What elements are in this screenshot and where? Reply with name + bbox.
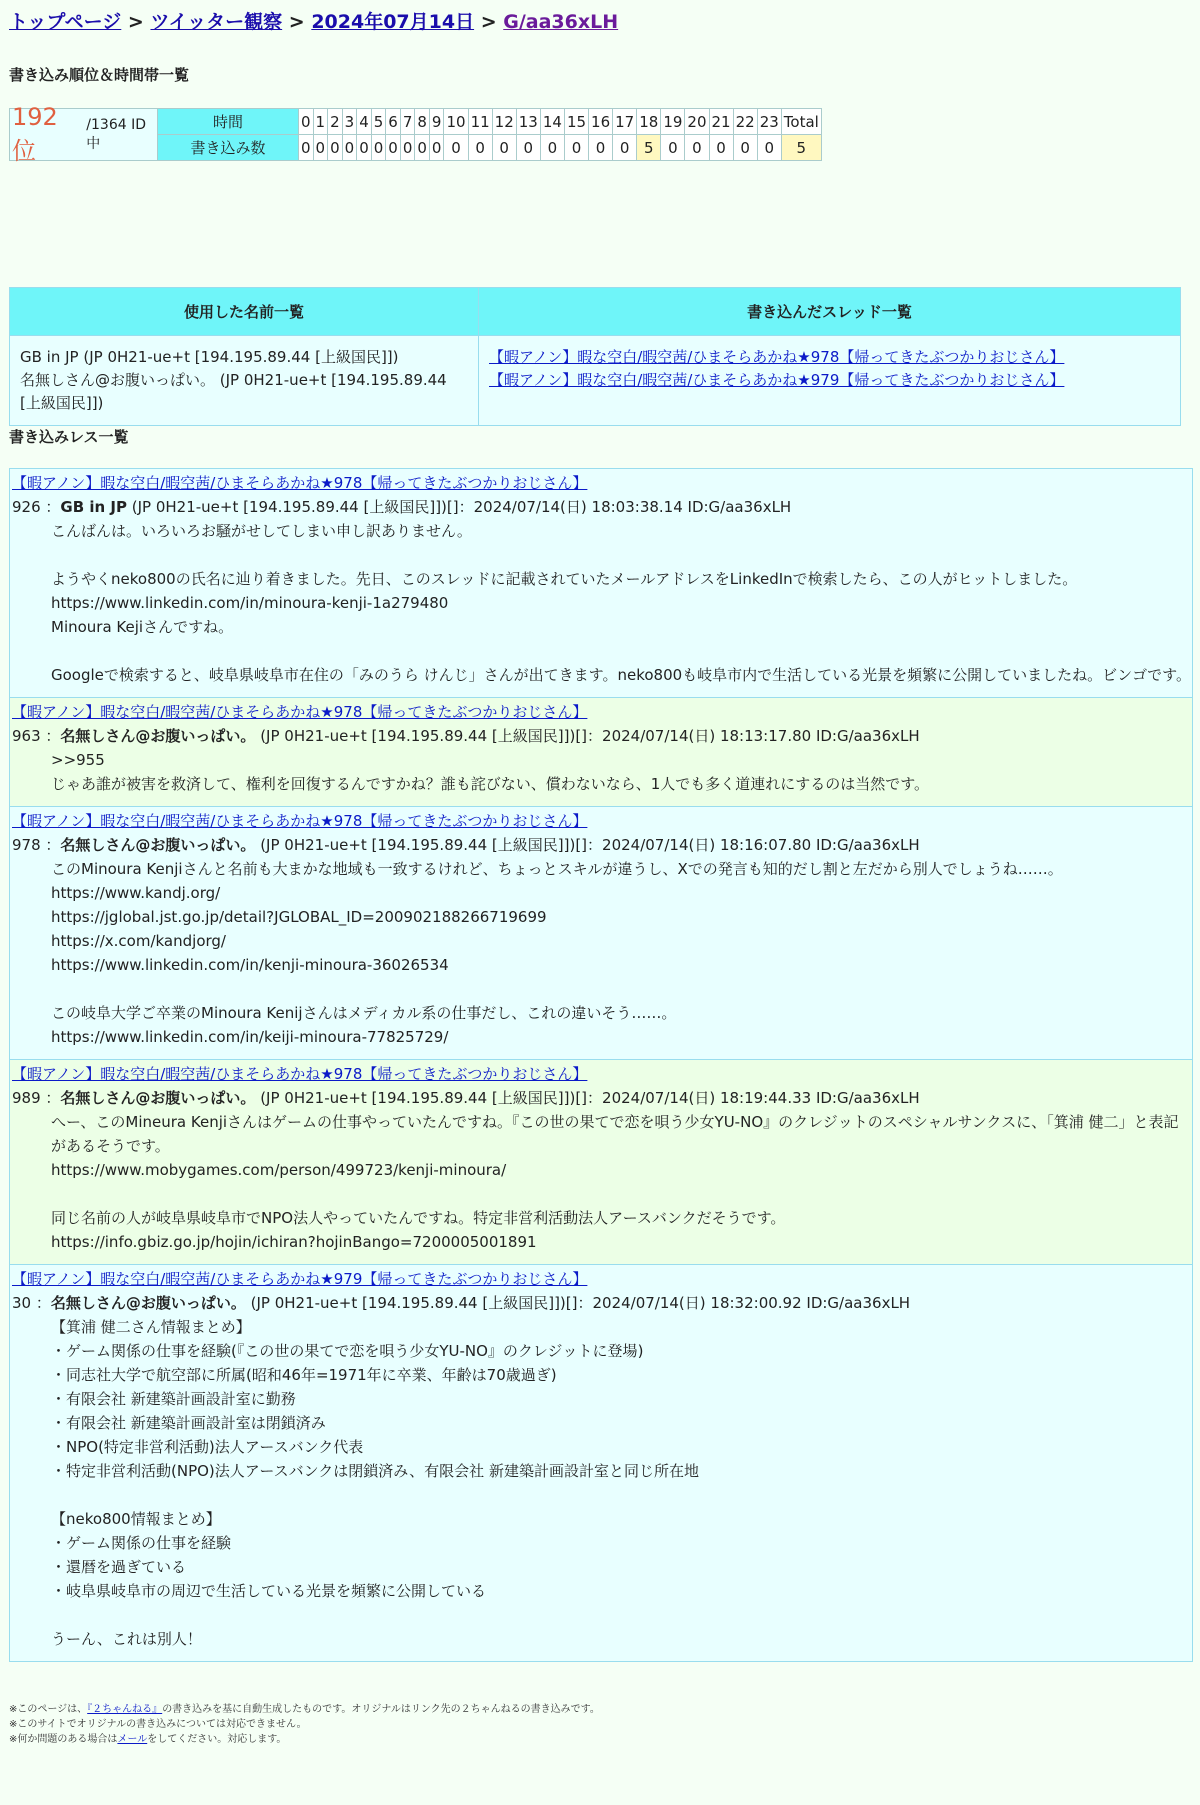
- post-body: へー、このMineura Kenjiさんはゲームの仕事やっていたんですね。『この世の果てで恋を唄う少女YU-NO』のクレジットのスペシャルサンクスに、「箕浦 健二」と表記があるそうです。 https://www.mobygames.com/person/499723/kenji-minoura/ 同じ名前の人が岐阜県岐阜市でNPO法人やっていたんですね。特定非営利活動法人アースバンクだそうです。 https://info.gbiz.go.jp/hojin/ichiran?hojinBango=7200005001891: [51, 1113, 1179, 1251]
- rank-value: 192 位: [12, 103, 58, 165]
- post-body: >>955 じゃあ誰が被害を救済して、権利を回復するんですかね？誰も詫びない、償わないなら、1人でも多く道連れにするのは当然です。: [51, 751, 930, 793]
- name-item: 名無しさん@お腹いっぱい。 (JP 0H21-ue+t [194.195.89.44 [上級国民]]): [20, 371, 447, 412]
- post-body: こんばんは。いろいろお騒がせしてしまい申し訳ありません。 ようやくneko800の氏名に辿り着きました。先日、このスレッドに記載されていたメールアドレスをLinkedInで検索したら、この人がヒットしました。 https://www.linkedin.com/in/minoura-kenji-1a279480 Minoura Kejiさんですね。 Googleで検索すると、岐阜県岐阜市在住の「みのうら けんじ」さんが出てきます。neko800も岐阜市内で生活している光景を頻繁に公開していましたね。ビンゴです。: [51, 522, 1191, 684]
- hour-cell: 10: [444, 109, 468, 135]
- post-meta: [10, 724, 1192, 748]
- post-author: 名無しさん@お腹いっぱい。: [60, 727, 256, 745]
- post-info: (JP 0H21-ue+t [194.195.89.44 [上級国民]])[]：2024/07/14(日) 18:16:07.80 ID:G/aa36xLH: [255, 836, 920, 854]
- footer-mail-link[interactable]: メール: [117, 1734, 148, 1745]
- post-item: [10, 806, 1192, 1059]
- hour-cell: 3: [342, 109, 357, 135]
- hour-cell: 5: [371, 109, 386, 135]
- hour-cell: 17: [613, 109, 637, 135]
- post-number: 989 ：: [12, 1089, 61, 1107]
- footer: [9, 1702, 1191, 1747]
- post-number: 30 ：: [12, 1294, 51, 1312]
- post-author: GB in JP: [60, 498, 127, 516]
- breadcrumb-separator: >: [127, 11, 144, 33]
- hour-cell: 22: [733, 109, 757, 135]
- count-cell: 0: [313, 135, 328, 161]
- post-author: 名無しさん@お腹いっぱい。: [60, 836, 256, 854]
- count-cell: 0: [328, 135, 343, 161]
- count-cell: 0: [429, 135, 444, 161]
- post-item: [10, 697, 1192, 806]
- footer-2ch-link[interactable]: 『２ちゃんねる』: [87, 1704, 163, 1715]
- hour-header-row: [158, 109, 822, 135]
- hour-cell: 4: [357, 109, 372, 135]
- count-cell: 0: [342, 135, 357, 161]
- breadcrumb-separator: >: [480, 11, 497, 33]
- post-meta: [10, 1291, 1192, 1315]
- post-info: (JP 0H21-ue+t [194.195.89.44 [上級国民]])[]：2024/07/14(日) 18:32:00.92 ID:G/aa36xLH: [245, 1294, 911, 1312]
- hour-cell: 6: [386, 109, 401, 135]
- hour-cell: 21: [709, 109, 733, 135]
- rank-box: [9, 103, 157, 165]
- count-cell: 0: [415, 135, 430, 161]
- post-meta: [10, 1086, 1192, 1110]
- breadcrumb-home-link[interactable]: トップページ: [9, 11, 122, 33]
- hour-cell: 20: [685, 109, 709, 135]
- breadcrumb-id-link[interactable]: G/aa36xLH: [503, 11, 619, 33]
- post-info: (JP 0H21-ue+t [194.195.89.44 [上級国民]])[]：2024/07/14(日) 18:19:44.33 ID:G/aa36xLH: [255, 1089, 920, 1107]
- hour-cell: 18: [637, 109, 661, 135]
- hour-cell: 23: [757, 109, 781, 135]
- footer-text: ※このページは、: [9, 1704, 88, 1715]
- post-author: 名無しさん@お腹いっぱい。: [60, 1089, 256, 1107]
- post-meta: [10, 495, 1192, 519]
- thread-link[interactable]: 【暇アノン】暇な空白/暇空茜/ひまそらあかね★978【帰ってきたぶつかりおじさん】: [489, 348, 1065, 366]
- count-cell: 0: [400, 135, 415, 161]
- hour-cell: 0: [299, 109, 314, 135]
- count-cell: 0: [661, 135, 685, 161]
- breadcrumb-separator: >: [288, 11, 305, 33]
- count-row-label: 書き込み数: [158, 135, 299, 161]
- hour-cell: 9: [429, 109, 444, 135]
- ranking-heading: 書き込み順位＆時間帯一覧: [9, 66, 190, 84]
- rank-total: /1364 ID中: [86, 116, 146, 152]
- hour-cell: 14: [540, 109, 564, 135]
- names-header: 使用した名前一覧: [10, 288, 479, 336]
- hour-cell: 1: [313, 109, 328, 135]
- post-number: 978 ：: [12, 836, 61, 854]
- post-body: このMinoura Kenjiさんと名前も大まかな地域も一致するけれど、ちょっとスキルが違うし、Xでの発言も知的だし割と左だから別人でしょうね……。 https://www.kandj.org/ https://jglobal.jst.go.jp/detail?JGLOBAL_ID=200902188266719699 https://x.com/kandjorg/ https://www.linkedin.com/in/kenji-minoura-36026534 この岐阜大学ご卒業のMinoura Kenijさんはメディカル系の仕事だし、これの違いそう……。 https://www.linkedin.com/in/keiji-minoura-77825729/: [51, 860, 1063, 1046]
- threads-header: 書き込んだスレッド一覧: [479, 288, 1181, 336]
- names-cell: [10, 336, 479, 426]
- count-cell: 0: [371, 135, 386, 161]
- hour-cell: 15: [564, 109, 588, 135]
- post-thread-link[interactable]: 【暇アノン】暇な空白/暇空茜/ひまそらあかね★978【帰ってきたぶつかりおじさん】: [12, 703, 588, 721]
- count-cell: 0: [589, 135, 613, 161]
- hour-cell: 8: [415, 109, 430, 135]
- post-author: 名無しさん@お腹いっぱい。: [50, 1294, 246, 1312]
- hour-cell: 2: [328, 109, 343, 135]
- post-meta: [10, 833, 1192, 857]
- post-body: 【箕浦 健二さん情報まとめ】 ・ゲーム関係の仕事を経験(『この世の果てで恋を唄う少女YU-NO』のクレジットに登場) ・同志社大学で航空部に所属(昭和46年=1971年に卒業、年齢は70歳過ぎ) ・有限会社 新建築計画設計室に勤務 ・有限会社 新建築計画設計室は閉鎖済み ・NPO(特定非営利活動)法人アースバンク代表 ・特定非営利活動(NPO)法人アースバンクは閉鎖済み、有限会社 新建築計画設計室と同じ所在地 【neko800情報まとめ】 ・ゲーム関係の仕事を経験 ・還暦を過ぎている ・岐阜県岐阜市の周辺で生活している光景を頻繁に公開している うーん、これは別人！: [51, 1318, 699, 1648]
- count-cell: 0: [564, 135, 588, 161]
- count-cell: 0: [540, 135, 564, 161]
- names-threads-table: [9, 287, 1181, 426]
- count-cell: 0: [516, 135, 540, 161]
- post-number: 926 ：: [12, 498, 61, 516]
- post-item: [10, 469, 1192, 697]
- count-cell: 0: [685, 135, 709, 161]
- post-list: [9, 468, 1193, 1662]
- count-cell: 0: [357, 135, 372, 161]
- post-item: [10, 1059, 1192, 1264]
- count-cell: 0: [757, 135, 781, 161]
- count-cell: 0: [492, 135, 516, 161]
- count-cell: 5: [637, 135, 661, 161]
- count-cell: 0: [299, 135, 314, 161]
- post-info: (JP 0H21-ue+t [194.195.89.44 [上級国民]])[]：2024/07/14(日) 18:03:38.14 ID:G/aa36xLH: [127, 498, 792, 516]
- post-thread-link[interactable]: 【暇アノン】暇な空白/暇空茜/ひまそらあかね★978【帰ってきたぶつかりおじさん】: [12, 812, 588, 830]
- count-cell: 0: [468, 135, 492, 161]
- post-thread-link[interactable]: 【暇アノン】暇な空白/暇空茜/ひまそらあかね★978【帰ってきたぶつかりおじさん】: [12, 474, 588, 492]
- hour-cell: 19: [661, 109, 685, 135]
- hour-cell: 16: [589, 109, 613, 135]
- hour-cell: 12: [492, 109, 516, 135]
- hourly-table: [157, 108, 822, 161]
- breadcrumb-date-link[interactable]: 2024年07月14日: [311, 11, 475, 33]
- thread-link[interactable]: 【暇アノン】暇な空白/暇空茜/ひまそらあかね★979【帰ってきたぶつかりおじさん】: [489, 371, 1065, 389]
- hour-cell: 13: [516, 109, 540, 135]
- count-cell: 0: [733, 135, 757, 161]
- post-thread-link[interactable]: 【暇アノン】暇な空白/暇空茜/ひまそらあかね★978【帰ってきたぶつかりおじさん】: [12, 1065, 588, 1083]
- post-number: 963 ：: [12, 727, 61, 745]
- post-info: (JP 0H21-ue+t [194.195.89.44 [上級国民]])[]：2024/07/14(日) 18:13:17.80 ID:G/aa36xLH: [255, 727, 920, 745]
- count-cell: 0: [709, 135, 733, 161]
- footer-text: の書き込みを基に自動生成したものです。オリジナルはリンク先の２ちゃんねるの書き込みです。: [162, 1704, 600, 1715]
- footer-text: ※何か問題のある場合は: [9, 1734, 118, 1745]
- footer-text: ※このサイトでオリジナルの書き込みについては対応できません。: [9, 1719, 307, 1730]
- hour-cell: Total: [781, 109, 821, 135]
- name-item: GB in JP (JP 0H21-ue+t [194.195.89.44 [上級国民]]): [20, 348, 399, 366]
- count-cell: 0: [444, 135, 468, 161]
- count-cell: 0: [386, 135, 401, 161]
- post-item: [10, 1264, 1192, 1661]
- breadcrumb-section-link[interactable]: ツイッター観察: [150, 11, 283, 33]
- post-thread-link[interactable]: 【暇アノン】暇な空白/暇空茜/ひまそらあかね★979【帰ってきたぶつかりおじさん】: [12, 1270, 588, 1288]
- hour-count-row: [158, 135, 822, 161]
- hour-cell: 7: [400, 109, 415, 135]
- posts-heading: 書き込みレス一覧: [9, 428, 129, 446]
- hour-cell: 11: [468, 109, 492, 135]
- hour-row-label: 時間: [158, 109, 299, 135]
- ranking-panel: [9, 103, 1191, 165]
- breadcrumb: [9, 8, 1191, 36]
- count-cell: 5: [781, 135, 821, 161]
- threads-cell: [479, 336, 1181, 426]
- count-cell: 0: [613, 135, 637, 161]
- footer-text: をしてください。対応します。: [147, 1734, 287, 1745]
